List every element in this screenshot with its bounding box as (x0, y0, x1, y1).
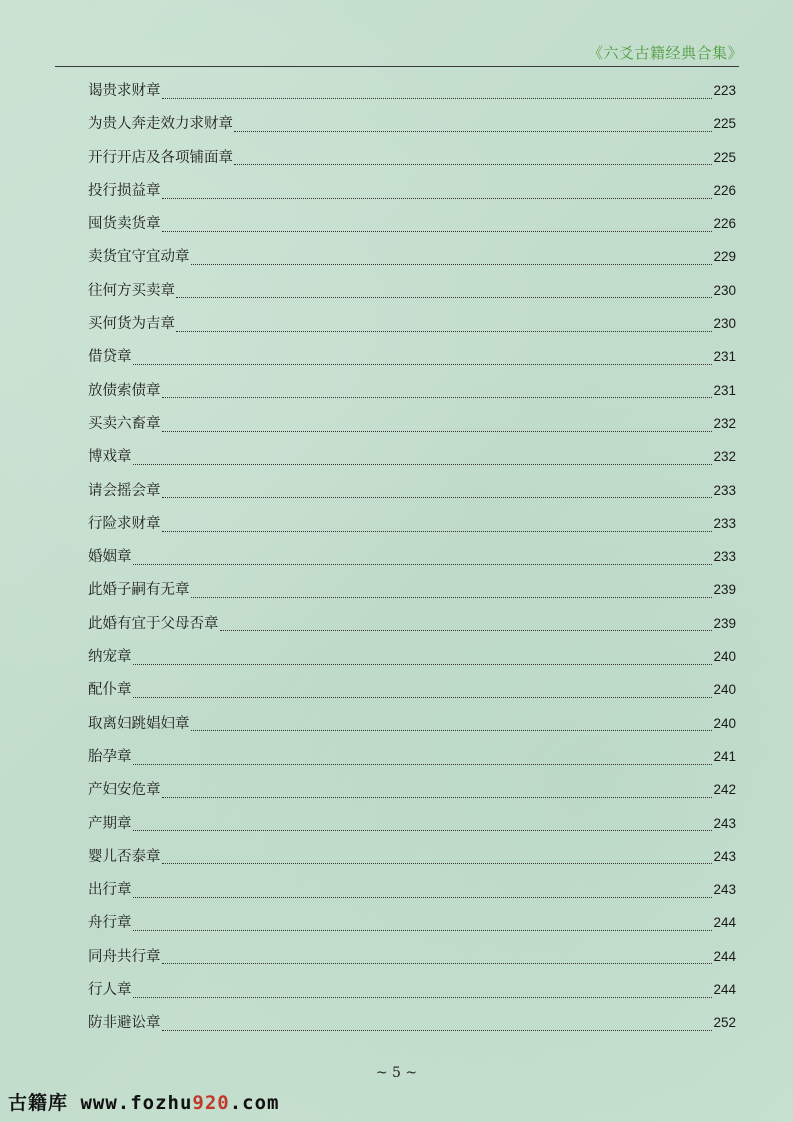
toc-entry[interactable] (88, 141, 736, 174)
toc-dot-leader (133, 553, 713, 567)
toc-entry-title: 胎孕章 (88, 748, 132, 765)
toc-entry-title: 卖货宜守宜动章 (88, 249, 190, 266)
toc-entry[interactable] (88, 1006, 736, 1039)
toc-dot-leader (162, 952, 713, 966)
toc-entry-page: 223 (713, 83, 736, 98)
toc-dot-leader (162, 87, 713, 101)
toc-dot-leader (133, 753, 713, 767)
toc-entry-page: 240 (713, 715, 736, 731)
toc-entry-title: 往何方买卖章 (88, 282, 175, 299)
table-of-contents (88, 74, 736, 1040)
toc-dot-leader (133, 919, 713, 933)
toc-entry-page: 243 (713, 882, 736, 898)
toc-entry-title: 同舟共行章 (88, 948, 161, 965)
toc-entry-title: 放债索债章 (88, 382, 161, 399)
toc-entry[interactable] (88, 607, 736, 640)
toc-dot-leader (176, 320, 712, 334)
toc-entry-page: 226 (713, 216, 736, 232)
toc-entry[interactable] (88, 274, 736, 307)
toc-dot-leader (191, 253, 713, 267)
toc-dot-leader (220, 619, 713, 633)
toc-entry-title: 此婚子嗣有无章 (88, 582, 190, 599)
toc-entry[interactable] (88, 540, 736, 573)
toc-entry-page: 233 (713, 482, 736, 498)
toc-entry[interactable] (88, 840, 736, 873)
toc-entry[interactable] (88, 240, 736, 273)
toc-dot-leader (162, 520, 713, 534)
toc-entry[interactable] (88, 474, 736, 507)
toc-dot-leader (133, 353, 713, 367)
toc-entry-title: 产期章 (88, 815, 132, 832)
toc-entry-title: 纳宠章 (88, 649, 132, 666)
toc-entry[interactable] (88, 307, 736, 340)
toc-entry[interactable] (88, 707, 736, 740)
toc-entry-title: 取离妇跳娼妇章 (88, 715, 190, 732)
toc-entry-title: 买何货为吉章 (88, 316, 175, 333)
toc-entry-page: 229 (713, 249, 736, 265)
toc-dot-leader (191, 719, 713, 733)
toc-entry-page: 241 (713, 748, 736, 764)
watermark-digits: 920 (192, 1092, 230, 1114)
toc-entry-page: 225 (713, 149, 736, 165)
toc-entry-page: 243 (713, 815, 736, 831)
watermark-suffix: .com (229, 1092, 280, 1114)
toc-entry-page: 231 (713, 382, 736, 398)
toc-entry-page: 231 (713, 349, 736, 365)
toc-dot-leader (162, 187, 713, 201)
toc-dot-leader (133, 886, 713, 900)
toc-entry-title: 借贷章 (88, 349, 132, 366)
toc-dot-leader (176, 286, 712, 300)
toc-entry-title: 谒贵求财章 (88, 83, 161, 99)
toc-entry[interactable] (88, 207, 736, 240)
toc-dot-leader (234, 153, 712, 167)
site-watermark (8, 1088, 279, 1115)
toc-entry[interactable] (88, 906, 736, 939)
toc-entry-page: 239 (713, 582, 736, 598)
toc-entry-page: 243 (713, 848, 736, 864)
toc-entry[interactable] (88, 440, 736, 473)
toc-entry-title: 投行损益章 (88, 182, 161, 199)
toc-entry-page: 244 (713, 982, 736, 998)
toc-entry[interactable] (88, 507, 736, 540)
toc-dot-leader (162, 852, 713, 866)
toc-entry-title: 出行章 (88, 882, 132, 899)
toc-entry-page: 240 (713, 649, 736, 665)
watermark-prefix: 古籍库 www.fozhu (8, 1092, 193, 1114)
toc-dot-leader (191, 586, 713, 600)
toc-entry-page: 225 (713, 116, 736, 132)
toc-entry-page: 232 (713, 415, 736, 431)
toc-entry-title: 配仆章 (88, 682, 132, 699)
toc-entry-title: 为贵人奔走效力求财章 (88, 116, 233, 133)
toc-entry[interactable] (88, 973, 736, 1006)
toc-entry-title: 请会摇会章 (88, 482, 161, 499)
toc-entry-title: 婴儿否泰章 (88, 848, 161, 865)
toc-entry-title: 婚姻章 (88, 549, 132, 566)
toc-entry-page: 226 (713, 182, 736, 198)
toc-entry[interactable] (88, 174, 736, 207)
toc-entry[interactable] (88, 940, 736, 973)
toc-dot-leader (133, 819, 713, 833)
toc-entry-page: 232 (713, 449, 736, 465)
toc-entry-title: 开行开店及各项铺面章 (88, 149, 233, 166)
toc-dot-leader (162, 386, 713, 400)
toc-dot-leader (162, 486, 713, 500)
toc-entry-title: 博戏章 (88, 449, 132, 466)
toc-dot-leader (162, 420, 713, 434)
toc-dot-leader (162, 220, 713, 234)
toc-entry[interactable] (88, 873, 736, 906)
toc-entry-title: 此婚有宜于父母否章 (88, 615, 219, 632)
toc-entry-title: 产妇安危章 (88, 782, 161, 799)
toc-entry-page: 230 (713, 316, 736, 332)
toc-entry-title: 行人章 (88, 982, 132, 999)
toc-entry[interactable] (88, 374, 736, 407)
toc-entry[interactable] (88, 773, 736, 806)
toc-dot-leader (162, 1019, 713, 1033)
header-divider (55, 66, 739, 67)
toc-entry-page: 230 (713, 282, 736, 298)
toc-entry-page: 239 (713, 615, 736, 631)
toc-entry-title: 舟行章 (88, 915, 132, 932)
toc-entry-title: 囤货卖货章 (88, 216, 161, 233)
toc-entry[interactable] (88, 107, 736, 140)
toc-entry-page: 244 (713, 915, 736, 931)
toc-entry[interactable] (88, 740, 736, 773)
toc-entry[interactable] (88, 807, 736, 840)
toc-entry[interactable] (88, 573, 736, 606)
toc-dot-leader (133, 686, 713, 700)
toc-entry-page: 240 (713, 682, 736, 698)
toc-entry[interactable] (88, 340, 736, 373)
toc-dot-leader (133, 453, 713, 467)
toc-dot-leader (133, 653, 713, 667)
toc-dot-leader (162, 786, 713, 800)
toc-entry-page: 233 (713, 515, 736, 531)
toc-dot-leader (133, 986, 713, 1000)
toc-dot-leader (234, 120, 712, 134)
toc-entry-page: 242 (713, 782, 736, 798)
toc-entry-page: 252 (713, 1015, 736, 1031)
toc-entry-title: 防非避讼章 (88, 1015, 161, 1032)
book-title: 《六爻古籍经典合集》 (587, 44, 743, 62)
toc-entry[interactable] (88, 640, 736, 673)
toc-entry-page: 244 (713, 948, 736, 964)
toc-entry-title: 行险求财章 (88, 515, 161, 532)
toc-entry[interactable] (88, 407, 736, 440)
page-number: ~ 5 ~ (375, 1065, 418, 1081)
toc-entry[interactable] (88, 673, 736, 706)
toc-entry-title: 买卖六畜章 (88, 415, 161, 432)
toc-entry-page: 233 (713, 549, 736, 565)
toc-entry[interactable] (88, 74, 736, 107)
